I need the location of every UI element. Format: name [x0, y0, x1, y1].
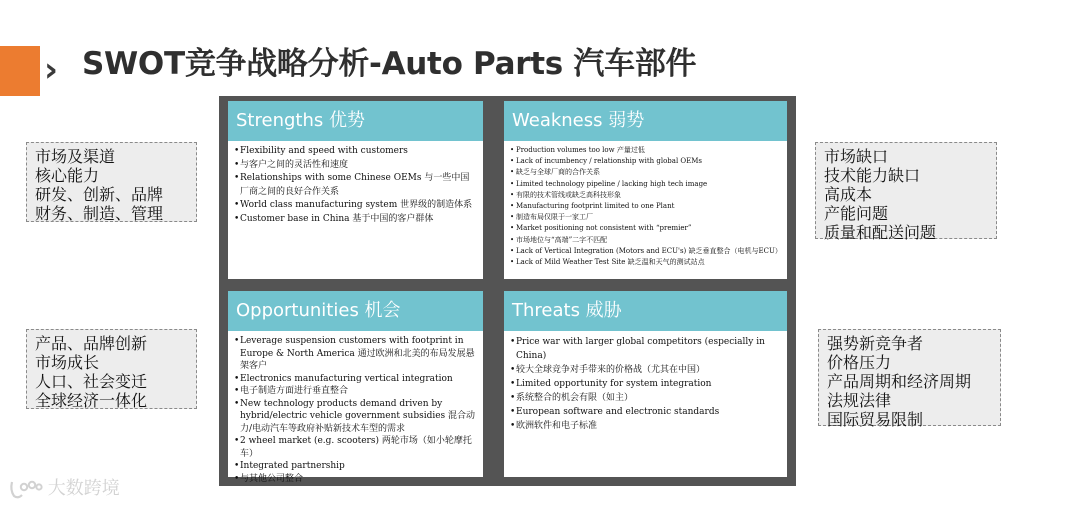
- list-item: • Leverage suspension customers with footprint in Europe & North America 通过欧洲和北美的布局发展悬架客户: [234, 335, 477, 373]
- weaknesses-heading: Weakness 弱势: [504, 101, 787, 141]
- list-item: • 市场地位与“高端”二字不匹配: [510, 235, 781, 246]
- list-item: • 与其他公司整合: [234, 473, 477, 486]
- list-item: • Integrated partnership: [234, 460, 477, 473]
- list-item: • Production volumes too low 产量过低: [510, 145, 781, 156]
- list-item: • 有限的技术管线或缺乏高科技形象: [510, 190, 781, 201]
- summary-line: 财务、制造、管理: [35, 204, 164, 223]
- summary-line: 法规法律: [827, 391, 892, 410]
- summary-line: 核心能力: [35, 166, 100, 185]
- summary-line: 市场成长: [35, 353, 100, 372]
- brand-logo-icon: [8, 478, 42, 500]
- opportunities-quadrant: [228, 291, 483, 484]
- summary-line: 产品、品牌创新: [35, 334, 148, 353]
- threats-heading: Threats 威胁: [504, 291, 787, 331]
- summary-line: 市场缺口: [824, 147, 889, 166]
- list-item: • 电子制造方面进行垂直整合: [234, 385, 477, 398]
- threats-summary-box: [818, 329, 1001, 429]
- page-title: SWOT竞争战略分析-Auto Parts 汽车部件: [82, 46, 697, 82]
- opportunities-list: [228, 331, 483, 485]
- summary-line: 全球经济一体化: [35, 391, 148, 410]
- list-item: • Electronics manufacturing vertical integration: [234, 373, 477, 386]
- title-accent-bar: [0, 46, 40, 96]
- list-item: • Limited technology pipeline / lacking high tech image: [510, 179, 781, 190]
- summary-line: 市场及渠道: [35, 147, 116, 166]
- threats-list: [504, 331, 787, 433]
- summary-line: 产品周期和经济周期: [827, 372, 972, 391]
- list-item: • Customer base in China 基于中国的客户群体: [234, 213, 477, 227]
- weaknesses-list: [504, 141, 787, 268]
- list-item: • Lack of incumbency / relationship with global OEMs: [510, 156, 781, 167]
- list-item: • 制造布局仅限于一家工厂: [510, 212, 781, 223]
- summary-line: 价格压力: [827, 353, 892, 372]
- summary-line: 高成本: [824, 185, 873, 204]
- summary-line: 产能问题: [824, 204, 889, 223]
- watermark-text: 大数跨境: [47, 478, 120, 499]
- summary-line: 质量和配送问题: [824, 223, 937, 242]
- watermark: [8, 474, 120, 500]
- list-item: • 欧洲软件和电子标准: [510, 419, 781, 433]
- list-item: • Flexibility and speed with customers: [234, 145, 477, 159]
- summary-line: 技术能力缺口: [824, 166, 921, 185]
- summary-line: 研发、创新、品牌: [35, 185, 164, 204]
- list-item: • Lack of Vertical Integration (Motors and ECU's) 缺乏垂直整合（电机与ECU）: [510, 246, 781, 257]
- weaknesses-quadrant: [504, 101, 787, 279]
- list-item: • Market positioning not consistent with “premier”: [510, 223, 781, 234]
- list-item: • Lack of Mild Weather Test Site 缺乏温和天气的测试站点: [510, 257, 781, 268]
- strengths-heading: Strengths 优势: [228, 101, 483, 141]
- strengths-list: [228, 141, 483, 226]
- list-item: • 缺乏与全球厂商的合作关系: [510, 167, 781, 178]
- list-item: • 较大全球竞争对手带来的价格战（尤其在中国）: [510, 363, 781, 377]
- opportunities-summary-box: [26, 329, 197, 409]
- list-item: • New technology products demand driven by hybrid/electric vehicle government subsidies 混合动力/电动汽车等政府补贴新技术车型的需求: [234, 398, 477, 436]
- threats-quadrant: [504, 291, 787, 477]
- list-item: • Manufacturing footprint limited to one Plant: [510, 201, 781, 212]
- list-item: • European software and electronic standards: [510, 405, 781, 419]
- strengths-quadrant: [228, 101, 483, 279]
- list-item: • Price war with larger global competitors (especially in China): [510, 335, 781, 363]
- list-item: • World class manufacturing system 世界级的制造体系: [234, 199, 477, 213]
- list-item: • Relationships with some Chinese OEMs 与一些中国厂商之间的良好合作关系: [234, 172, 477, 199]
- strengths-summary-box: [26, 142, 197, 222]
- summary-line: 国际贸易限制: [827, 410, 924, 429]
- list-item: • 2 wheel market (e.g. scooters) 两轮市场（如小轮摩托车）: [234, 435, 477, 460]
- list-item: • 系统整合的机会有限（如主）: [510, 391, 781, 405]
- list-item: • 与客户之间的灵活性和速度: [234, 159, 477, 173]
- weaknesses-summary-box: [815, 142, 997, 242]
- summary-line: 强势新竞争者: [827, 334, 924, 353]
- chevron-right-icon: ›: [44, 50, 59, 90]
- list-item: • Limited opportunity for system integration: [510, 377, 781, 391]
- summary-line: 人口、社会变迁: [35, 372, 148, 391]
- opportunities-heading: Opportunities 机会: [228, 291, 483, 331]
